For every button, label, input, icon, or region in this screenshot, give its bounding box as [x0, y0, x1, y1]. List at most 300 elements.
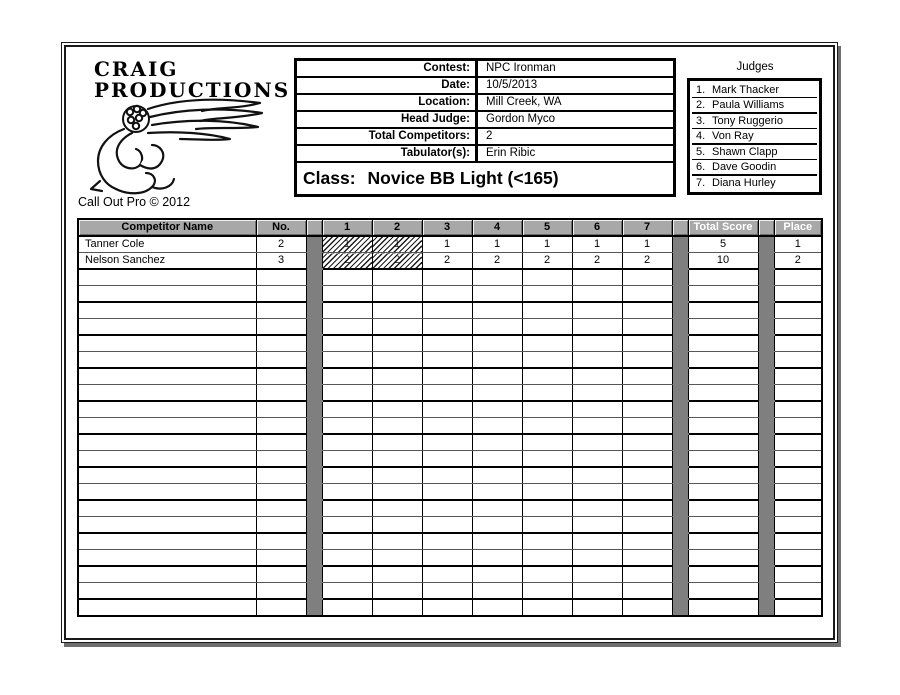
score-cell — [372, 335, 422, 352]
empty-row — [78, 434, 822, 451]
place-cell — [774, 550, 822, 567]
empty-row — [78, 418, 822, 435]
score-cell — [322, 418, 372, 435]
contest-info-label: Head Judge: — [400, 113, 470, 125]
score-cell-hatched: 2 — [372, 253, 422, 270]
score-cell — [622, 500, 672, 517]
separator-cell — [672, 319, 688, 336]
separator-cell — [672, 484, 688, 501]
separator-cell — [672, 352, 688, 369]
judge-name: Dave Goodin — [712, 161, 777, 173]
competitor-number-cell — [256, 434, 306, 451]
place-cell: 1 — [774, 236, 822, 253]
separator-cell — [758, 401, 774, 418]
score-cell — [522, 418, 572, 435]
competitor-name-cell — [78, 434, 256, 451]
competitor-name-cell: Tanner Cole — [78, 236, 256, 253]
score-cell: 2 — [622, 253, 672, 270]
score-cell — [372, 566, 422, 583]
score-cell — [372, 302, 422, 319]
score-cell — [372, 352, 422, 369]
separator-cell — [758, 434, 774, 451]
header-judge-6: 6 — [572, 219, 622, 236]
judge-row — [692, 176, 817, 190]
score-cell — [522, 566, 572, 583]
contest-info-label: Total Competitors: — [368, 130, 470, 142]
place-cell — [774, 418, 822, 435]
score-cell — [522, 352, 572, 369]
separator-cell — [672, 566, 688, 583]
total-score-cell — [688, 385, 758, 402]
separator-cell — [672, 286, 688, 303]
separator-cell — [306, 319, 322, 336]
place-cell — [774, 302, 822, 319]
header-judge-1: 1 — [322, 219, 372, 236]
competitor-number-cell — [256, 286, 306, 303]
copyright-text: Call Out Pro © 2012 — [78, 195, 191, 209]
separator-cell — [758, 583, 774, 600]
separator-cell — [758, 335, 774, 352]
competitor-name-cell — [78, 599, 256, 616]
competitor-number-cell — [256, 566, 306, 583]
judges-title: Judges — [736, 61, 774, 73]
score-cell — [372, 269, 422, 286]
score-cell — [622, 484, 672, 501]
score-cell — [322, 319, 372, 336]
separator-cell — [758, 467, 774, 484]
score-cell — [322, 583, 372, 600]
total-score-cell — [688, 484, 758, 501]
judge-number: 5. — [696, 146, 706, 158]
score-cell — [322, 286, 372, 303]
judge-name: Tony Ruggerio — [712, 115, 783, 127]
score-cell — [372, 451, 422, 468]
score-cell — [572, 500, 622, 517]
score-cell — [422, 517, 472, 534]
score-cell — [322, 599, 372, 616]
judge-row — [692, 160, 817, 176]
contest-info-value: Erin Ribic — [475, 146, 673, 161]
score-cell — [322, 368, 372, 385]
separator-cell — [306, 236, 322, 253]
score-cell: 1 — [622, 236, 672, 253]
score-cell — [622, 269, 672, 286]
score-cell — [372, 401, 422, 418]
score-cell — [372, 517, 422, 534]
score-cell — [622, 566, 672, 583]
score-cell — [522, 500, 572, 517]
score-cell — [572, 368, 622, 385]
score-cell — [572, 434, 622, 451]
place-cell — [774, 352, 822, 369]
empty-row — [78, 550, 822, 567]
score-cell — [622, 368, 672, 385]
score-cell — [422, 467, 472, 484]
score-cell — [372, 286, 422, 303]
contest-info-value: Gordon Myco — [475, 112, 673, 127]
total-score-cell — [688, 302, 758, 319]
score-cell — [322, 517, 372, 534]
score-cell — [622, 583, 672, 600]
total-score-cell — [688, 500, 758, 517]
score-table — [77, 218, 823, 617]
separator-cell — [672, 236, 688, 253]
header-total-score: Total Score — [688, 219, 758, 236]
empty-row — [78, 599, 822, 616]
total-score-cell: 5 — [688, 236, 758, 253]
separator-cell — [758, 517, 774, 534]
place-cell — [774, 385, 822, 402]
score-cell — [472, 401, 522, 418]
score-cell — [572, 286, 622, 303]
competitor-name-cell — [78, 533, 256, 550]
place-cell — [774, 599, 822, 616]
total-score-cell — [688, 467, 758, 484]
score-cell — [372, 550, 422, 567]
judges-list — [692, 83, 817, 190]
separator-cell — [672, 500, 688, 517]
separator-cell — [758, 533, 774, 550]
contest-info-row — [297, 129, 673, 146]
score-cell: 2 — [422, 253, 472, 270]
empty-row — [78, 566, 822, 583]
total-score-cell — [688, 599, 758, 616]
judge-number: 7. — [696, 177, 706, 189]
judge-row — [692, 145, 817, 160]
score-cell — [522, 451, 572, 468]
score-cell — [472, 566, 522, 583]
score-cell — [522, 517, 572, 534]
score-cell — [472, 319, 522, 336]
score-cell — [322, 467, 372, 484]
competitor-name-cell — [78, 286, 256, 303]
separator-cell — [758, 451, 774, 468]
separator-cell — [306, 599, 322, 616]
score-cell — [472, 335, 522, 352]
competitor-name-cell — [78, 302, 256, 319]
separator-cell — [758, 550, 774, 567]
score-cell — [572, 533, 622, 550]
score-cell — [522, 368, 572, 385]
brand-line-1: CRAIG — [94, 57, 179, 81]
separator-cell — [672, 418, 688, 435]
score-cell — [622, 451, 672, 468]
separator-cell — [306, 368, 322, 385]
empty-row — [78, 269, 822, 286]
competitor-number-cell — [256, 269, 306, 286]
separator-cell — [306, 335, 322, 352]
score-cell — [422, 451, 472, 468]
separator-cell — [306, 434, 322, 451]
score-cell — [372, 583, 422, 600]
score-cell — [472, 269, 522, 286]
judge-row — [692, 129, 817, 145]
place-cell — [774, 484, 822, 501]
contest-info-label: Date: — [441, 79, 470, 91]
score-cell — [372, 368, 422, 385]
empty-row — [78, 533, 822, 550]
judge-name: Diana Hurley — [712, 177, 776, 189]
score-table-head — [78, 219, 822, 236]
contest-info-row — [297, 112, 673, 129]
competitor-number-cell — [256, 302, 306, 319]
competitor-name-cell — [78, 368, 256, 385]
total-score-cell — [688, 401, 758, 418]
score-cell — [522, 286, 572, 303]
score-cell — [322, 352, 372, 369]
score-cell — [322, 451, 372, 468]
separator-cell — [306, 385, 322, 402]
empty-row — [78, 451, 822, 468]
separator-cell — [306, 566, 322, 583]
score-cell — [522, 467, 572, 484]
separator-cell — [672, 335, 688, 352]
competitor-number-cell — [256, 533, 306, 550]
score-cell — [422, 319, 472, 336]
separator-cell — [306, 253, 322, 270]
separator-cell — [306, 401, 322, 418]
score-cell — [572, 467, 622, 484]
score-cell — [322, 335, 372, 352]
competitor-name-cell — [78, 500, 256, 517]
score-cell — [422, 418, 472, 435]
header-judge-5: 5 — [522, 219, 572, 236]
score-cell: 1 — [422, 236, 472, 253]
judge-number: 2. — [696, 99, 706, 111]
competitor-number-cell — [256, 451, 306, 468]
score-cell — [622, 599, 672, 616]
score-cell — [472, 385, 522, 402]
score-cell — [622, 319, 672, 336]
separator-cell — [758, 253, 774, 270]
place-cell — [774, 566, 822, 583]
score-cell — [322, 550, 372, 567]
separator-cell — [758, 484, 774, 501]
separator-cell — [758, 319, 774, 336]
contest-info-row — [297, 146, 673, 163]
score-cell — [322, 434, 372, 451]
contest-info-row — [297, 95, 673, 112]
score-cell — [572, 583, 622, 600]
empty-row — [78, 302, 822, 319]
score-cell — [622, 467, 672, 484]
score-cell — [572, 550, 622, 567]
separator-cell — [306, 286, 322, 303]
score-cell — [422, 533, 472, 550]
score-cell — [522, 302, 572, 319]
score-cell — [472, 434, 522, 451]
score-cell — [622, 550, 672, 567]
contest-info-box — [294, 58, 676, 197]
empty-row — [78, 484, 822, 501]
competitor-number-cell — [256, 599, 306, 616]
separator-cell — [672, 368, 688, 385]
empty-row — [78, 517, 822, 534]
score-table-body — [78, 236, 822, 616]
separator-cell — [306, 269, 322, 286]
contest-info-label: Tabulator(s): — [400, 147, 470, 159]
total-score-cell — [688, 451, 758, 468]
total-score-cell: 10 — [688, 253, 758, 270]
scoresheet-inner-frame — [64, 45, 835, 640]
score-cell — [572, 302, 622, 319]
score-cell — [472, 599, 522, 616]
place-cell — [774, 451, 822, 468]
judge-number: 3. — [696, 115, 706, 127]
separator-cell — [758, 500, 774, 517]
score-cell — [472, 500, 522, 517]
competitor-name-cell — [78, 566, 256, 583]
score-cell — [422, 583, 472, 600]
competitor-number-cell — [256, 352, 306, 369]
score-cell — [572, 484, 622, 501]
score-cell — [322, 566, 372, 583]
separator-cell — [672, 599, 688, 616]
total-score-cell — [688, 434, 758, 451]
score-cell — [522, 550, 572, 567]
empty-row — [78, 385, 822, 402]
competitor-name-cell — [78, 319, 256, 336]
score-cell — [522, 269, 572, 286]
score-cell — [522, 335, 572, 352]
judge-name: Shawn Clapp — [712, 146, 778, 158]
separator-cell — [306, 517, 322, 534]
total-score-cell — [688, 269, 758, 286]
score-cell — [622, 418, 672, 435]
class-value: Novice BB Light (<165) — [367, 168, 559, 188]
score-cell — [472, 517, 522, 534]
score-cell — [422, 269, 472, 286]
competitor-row — [78, 236, 822, 253]
separator-cell — [758, 269, 774, 286]
total-score-cell — [688, 286, 758, 303]
separator-cell — [306, 500, 322, 517]
score-cell — [322, 385, 372, 402]
competitor-number-cell — [256, 484, 306, 501]
total-score-cell — [688, 517, 758, 534]
score-cell — [522, 533, 572, 550]
score-cell — [322, 484, 372, 501]
competitor-number-cell — [256, 319, 306, 336]
total-score-cell — [688, 335, 758, 352]
score-cell — [472, 467, 522, 484]
place-cell — [774, 533, 822, 550]
header-judge-2: 2 — [372, 219, 422, 236]
judge-row — [692, 114, 817, 129]
score-cell — [572, 451, 622, 468]
empty-row — [78, 335, 822, 352]
score-cell — [422, 352, 472, 369]
score-cell — [422, 500, 472, 517]
score-cell — [472, 550, 522, 567]
header-number: No. — [256, 219, 306, 236]
score-cell — [322, 269, 372, 286]
separator-cell — [758, 385, 774, 402]
score-cell — [322, 302, 372, 319]
brand-line-2: PRODUCTIONS — [94, 78, 291, 102]
competitor-name-cell: Nelson Sanchez — [78, 253, 256, 270]
score-cell — [572, 335, 622, 352]
competitor-number-cell — [256, 335, 306, 352]
score-cell — [372, 418, 422, 435]
total-score-cell — [688, 368, 758, 385]
score-cell — [472, 451, 522, 468]
score-cell: 2 — [522, 253, 572, 270]
place-cell — [774, 517, 822, 534]
judge-name: Von Ray — [712, 130, 754, 142]
score-cell — [422, 401, 472, 418]
place-cell: 2 — [774, 253, 822, 270]
competitor-name-cell — [78, 385, 256, 402]
separator-cell — [306, 418, 322, 435]
score-cell — [472, 484, 522, 501]
separator-cell — [306, 352, 322, 369]
separator-cell — [672, 467, 688, 484]
score-cell — [622, 434, 672, 451]
place-cell — [774, 434, 822, 451]
score-cell — [322, 500, 372, 517]
separator-cell — [758, 566, 774, 583]
score-cell — [372, 434, 422, 451]
competitor-name-cell — [78, 484, 256, 501]
total-score-cell — [688, 418, 758, 435]
judge-name: Paula Williams — [712, 99, 785, 111]
place-cell — [774, 401, 822, 418]
score-cell — [472, 352, 522, 369]
score-cell — [372, 467, 422, 484]
empty-row — [78, 467, 822, 484]
score-cell — [372, 484, 422, 501]
separator-cell — [672, 533, 688, 550]
score-cell — [472, 583, 522, 600]
separator-cell — [672, 302, 688, 319]
total-score-cell — [688, 319, 758, 336]
score-cell — [572, 517, 622, 534]
competitor-number-cell — [256, 583, 306, 600]
contest-info-value: Mill Creek, WA — [475, 95, 673, 110]
separator-cell — [672, 401, 688, 418]
place-cell — [774, 583, 822, 600]
separator-cell — [672, 434, 688, 451]
separator-cell — [306, 484, 322, 501]
score-cell — [622, 401, 672, 418]
score-cell — [572, 418, 622, 435]
separator-cell — [306, 583, 322, 600]
score-cell — [372, 599, 422, 616]
header-place: Place — [774, 219, 822, 236]
separator-cell — [306, 550, 322, 567]
score-cell-hatched: 1 — [372, 236, 422, 253]
score-cell: 2 — [572, 253, 622, 270]
score-cell — [422, 550, 472, 567]
score-table-header-row — [78, 219, 822, 236]
score-cell — [572, 385, 622, 402]
class-label: Class: — [303, 168, 356, 188]
separator-cell — [306, 533, 322, 550]
scoresheet-frame — [61, 42, 838, 643]
score-cell — [372, 319, 422, 336]
score-cell — [622, 385, 672, 402]
competitor-number-cell — [256, 467, 306, 484]
score-cell — [322, 401, 372, 418]
total-score-cell — [688, 566, 758, 583]
score-cell — [572, 352, 622, 369]
contest-info-row — [297, 78, 673, 95]
competitor-number-cell — [256, 401, 306, 418]
score-cell — [622, 517, 672, 534]
score-cell — [622, 286, 672, 303]
place-cell — [774, 368, 822, 385]
